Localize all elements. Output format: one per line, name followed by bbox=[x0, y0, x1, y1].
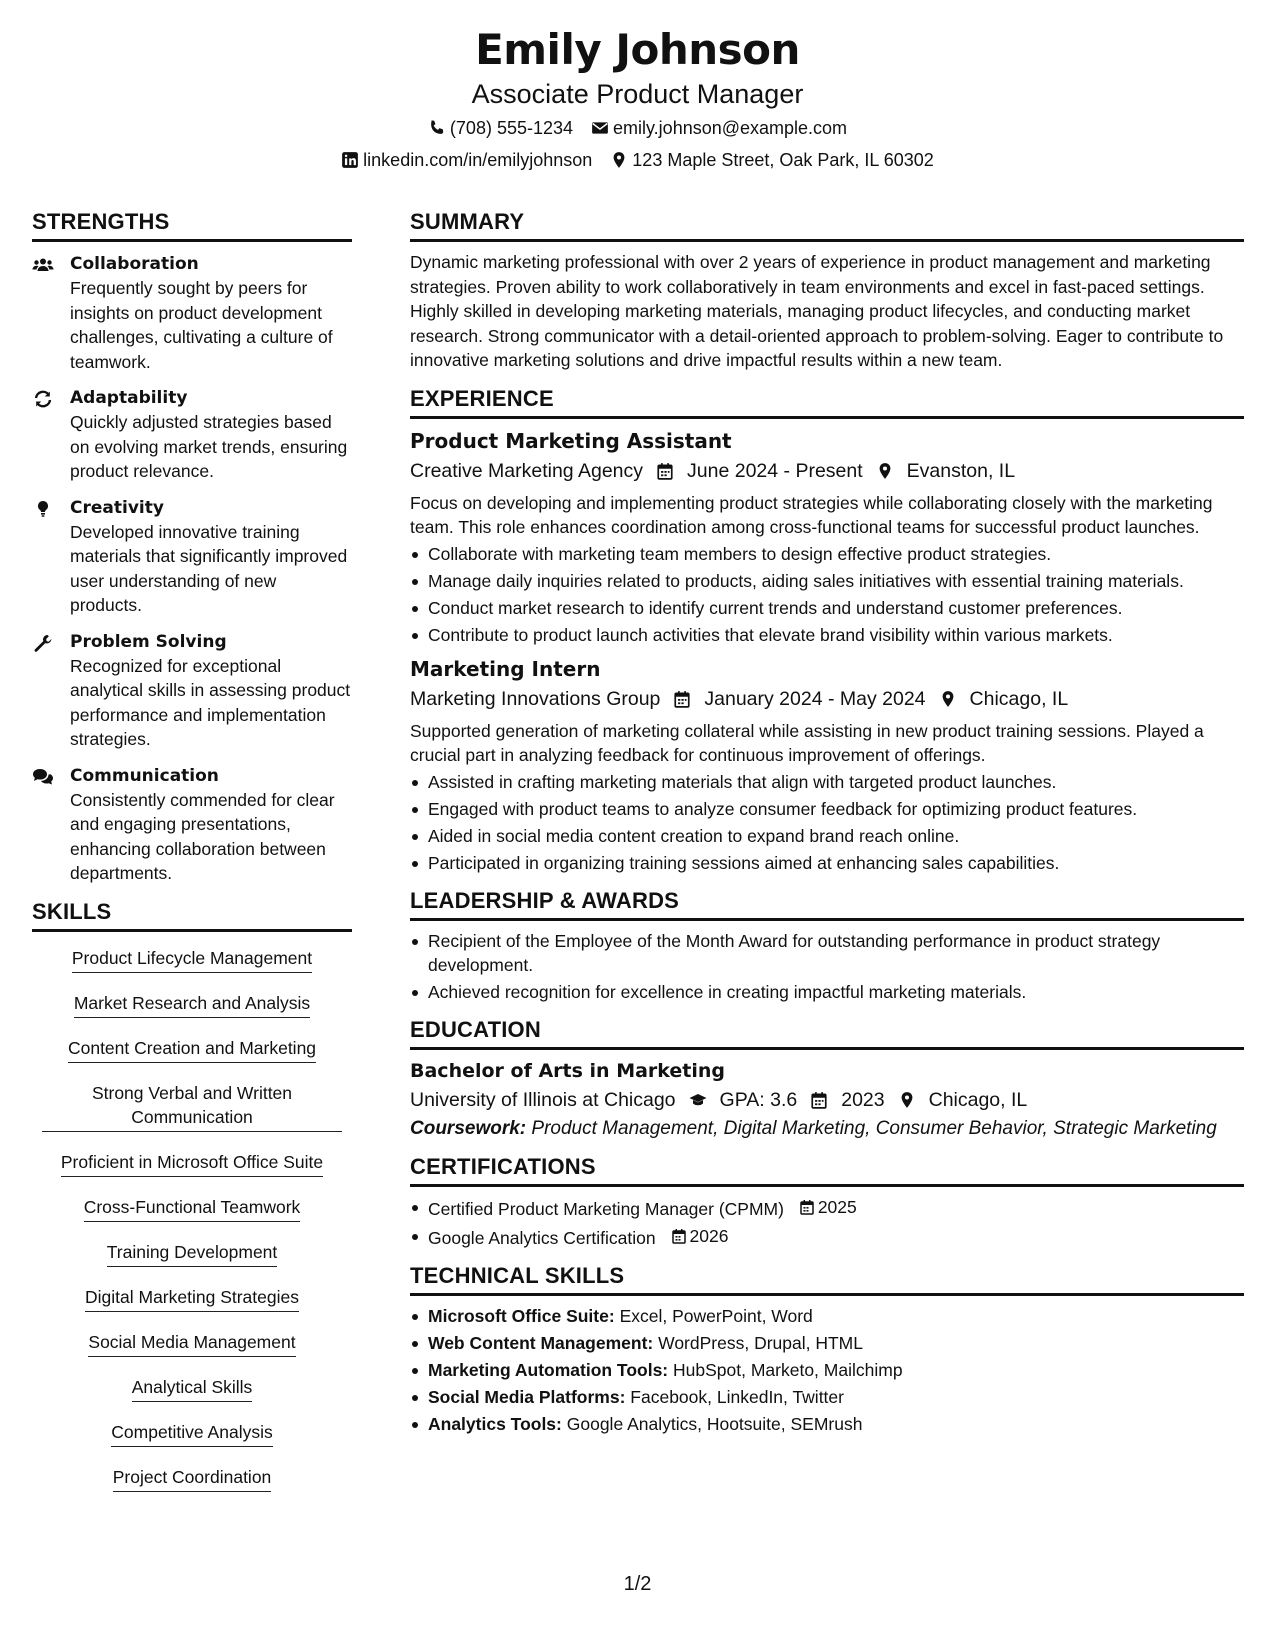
gpa-text: GPA: 3.6 bbox=[719, 1088, 798, 1111]
contact-row-1 bbox=[0, 114, 1275, 142]
job-location: Evanston, IL bbox=[906, 459, 1016, 482]
job-meta bbox=[410, 457, 1244, 485]
leadership-heading: LEADERSHIP & AWARDS bbox=[410, 887, 1244, 921]
job-dates: January 2024 - May 2024 bbox=[704, 687, 926, 710]
skill-item: Analytical Skills bbox=[132, 1375, 253, 1402]
skill-item: Market Research and Analysis bbox=[74, 991, 310, 1018]
job-title: Product Marketing Assistant bbox=[410, 428, 732, 453]
linkedin-icon bbox=[341, 151, 359, 169]
strength-title: Creativity bbox=[70, 497, 164, 518]
job-bullets bbox=[410, 770, 1244, 875]
skill-item: Training Development bbox=[107, 1240, 278, 1267]
skill-item: Content Creation and Marketing bbox=[68, 1036, 316, 1063]
skill-item: Competitive Analysis bbox=[111, 1420, 272, 1447]
certifications-list bbox=[410, 1195, 1244, 1250]
technical-skill-value: HubSpot, Marketo, Mailchimp bbox=[673, 1359, 903, 1380]
strength-desc: Recognized for exceptional analytical skills in assessing product performance and implementation strategies. bbox=[70, 655, 351, 749]
right-column bbox=[410, 208, 1244, 1448]
bullet-item: Recipient of the Employee of the Month Award for outstanding performance in product strategy development. bbox=[410, 929, 1244, 977]
technical-skill-value: Google Analytics, Hootsuite, SEMrush bbox=[566, 1413, 863, 1434]
bullet-item: Achieved recognition for excellence in creating impactful marketing materials. bbox=[410, 980, 1244, 1004]
candidate-title: Associate Product Manager bbox=[471, 79, 804, 109]
technical-skills-heading: TECHNICAL SKILLS bbox=[410, 1262, 1244, 1296]
left-column bbox=[32, 208, 352, 1510]
summary-text: Dynamic marketing professional with over 2 years of experience in product management and marketing strategies. Proven ability to work collaboratively in team environments and excel in fast-paced settings. Highly skilled in developing marketing materials, managing product lifecycles, and conducting market research. Strong communicator with a detail-oriented approach to problem-solving. Eager to contribute to innovative marketing solutions and drive impactful results within a new team. bbox=[410, 252, 1224, 370]
job-description: Focus on developing and implementing product strategies while collaborating closely with the marketing team. This role enhances coordination among cross-functional teams for successful product launches. bbox=[410, 492, 1213, 537]
calendar-icon bbox=[809, 1090, 829, 1110]
users-icon bbox=[32, 252, 70, 374]
strength-title: Communication bbox=[70, 765, 219, 786]
coursework-text: Product Management, Digital Marketing, Consumer Behavior, Strategic Marketing bbox=[531, 1117, 1217, 1139]
bullet-item: Manage daily inquiries related to products, aiding sales initiatives with essential training materials. bbox=[410, 569, 1244, 593]
strength-title: Problem Solving bbox=[70, 631, 227, 652]
skill-item: Digital Marketing Strategies bbox=[85, 1285, 299, 1312]
page-number: 1/2 bbox=[623, 1573, 652, 1595]
job-entry bbox=[410, 655, 1244, 875]
map-marker-icon bbox=[897, 1090, 917, 1110]
leadership-section bbox=[410, 887, 1244, 1004]
job-entry bbox=[410, 427, 1244, 647]
technical-skill-label: Microsoft Office Suite: bbox=[428, 1305, 615, 1326]
skill-item: Strong Verbal and Written Communication bbox=[42, 1081, 342, 1132]
envelope-icon bbox=[591, 119, 609, 137]
calendar-icon bbox=[799, 1199, 815, 1215]
job-description: Supported generation of marketing collateral while assisting in new product training sessions. Played a crucial part in analyzing feedback for continuous improvement of offerings. bbox=[410, 720, 1204, 765]
phone-text[interactable]: (708) 555-1234 bbox=[449, 118, 574, 138]
experience-section bbox=[410, 385, 1244, 875]
strength-desc: Quickly adjusted strategies based on evolving market trends, ensuring product relevance. bbox=[70, 412, 348, 481]
bullet-item: Aided in social media content creation to expand brand reach online. bbox=[410, 824, 1244, 848]
linkedin-text[interactable]: linkedin.com/in/emilyjohnson bbox=[363, 150, 593, 170]
job-bullets bbox=[410, 542, 1244, 647]
email-text[interactable]: emily.johnson@example.com bbox=[613, 118, 848, 138]
address-text: 123 Maple Street, Oak Park, IL 60302 bbox=[632, 150, 934, 170]
skill-item: Product Lifecycle Management bbox=[72, 946, 312, 973]
calendar-icon bbox=[671, 1228, 687, 1244]
school-name: University of Illinois at Chicago bbox=[410, 1088, 676, 1111]
certifications-section bbox=[410, 1153, 1244, 1250]
summary-section bbox=[410, 208, 1244, 373]
education-location: Chicago, IL bbox=[928, 1088, 1028, 1111]
bullet-item: Engaged with product teams to analyze consumer feedback for optimizing product features. bbox=[410, 797, 1244, 821]
education-meta bbox=[410, 1086, 1244, 1114]
email-item bbox=[591, 114, 847, 142]
job-title: Marketing Intern bbox=[410, 656, 601, 681]
resume-header bbox=[0, 22, 1275, 174]
technical-skill-item bbox=[410, 1331, 1244, 1355]
summary-heading: SUMMARY bbox=[410, 208, 1244, 242]
skill-item: Social Media Management bbox=[88, 1330, 295, 1357]
education-heading: EDUCATION bbox=[410, 1016, 1244, 1050]
job-meta bbox=[410, 685, 1244, 713]
strength-title: Collaboration bbox=[70, 254, 199, 274]
bullet-item: Conduct market research to identify current trends and understand customer preferences. bbox=[410, 596, 1244, 620]
strength-desc: Developed innovative training materials that significantly improved user understanding of new products. bbox=[70, 521, 348, 615]
graduation-year: 2023 bbox=[841, 1088, 885, 1111]
technical-skill-label: Social Media Platforms: bbox=[428, 1386, 626, 1407]
lightbulb-icon bbox=[32, 496, 70, 618]
wrench-icon bbox=[32, 630, 70, 752]
strength-item bbox=[32, 252, 352, 374]
technical-skill-item bbox=[410, 1385, 1244, 1409]
degree-title: Bachelor of Arts in Marketing bbox=[410, 1059, 726, 1082]
technical-skill-label: Marketing Automation Tools: bbox=[428, 1359, 669, 1380]
coursework-label: Coursework: bbox=[410, 1117, 527, 1139]
technical-skill-item bbox=[410, 1412, 1244, 1436]
certification-name: Google Analytics Certification bbox=[428, 1227, 656, 1248]
certification-item bbox=[410, 1195, 1244, 1221]
strength-title: Adaptability bbox=[70, 388, 188, 408]
bullet-item: Participated in organizing training sessions aimed at enhancing sales capabilities. bbox=[410, 851, 1244, 875]
skills-list bbox=[32, 946, 352, 1510]
linkedin-item bbox=[341, 146, 592, 174]
strengths-list bbox=[32, 252, 352, 886]
technical-skill-item bbox=[410, 1304, 1244, 1328]
certification-year: 2025 bbox=[817, 1196, 857, 1217]
phone-icon bbox=[428, 119, 446, 137]
bullet-item: Contribute to product launch activities that elevate brand visibility within various markets. bbox=[410, 623, 1244, 647]
technical-skill-value: WordPress, Drupal, HTML bbox=[658, 1332, 863, 1353]
coursework bbox=[410, 1116, 1244, 1141]
skills-heading: SKILLS bbox=[32, 898, 352, 932]
leadership-bullets bbox=[410, 929, 1244, 1004]
technical-skill-label: Analytics Tools: bbox=[428, 1413, 562, 1434]
technical-skill-label: Web Content Management: bbox=[428, 1332, 654, 1353]
technical-skills-section bbox=[410, 1262, 1244, 1436]
graduation-cap-icon bbox=[688, 1090, 708, 1110]
education-section bbox=[410, 1016, 1244, 1141]
certification-date bbox=[799, 1195, 857, 1219]
calendar-icon bbox=[655, 461, 675, 481]
job-company: Creative Marketing Agency bbox=[410, 459, 644, 482]
calendar-icon bbox=[672, 689, 692, 709]
skill-item: Proficient in Microsoft Office Suite bbox=[61, 1150, 323, 1177]
technical-skills-list bbox=[410, 1304, 1244, 1436]
technical-skill-value: Excel, PowerPoint, Word bbox=[619, 1305, 813, 1326]
skill-item: Cross-Functional Teamwork bbox=[84, 1195, 301, 1222]
job-company: Marketing Innovations Group bbox=[410, 687, 661, 710]
strengths-heading: STRENGTHS bbox=[32, 208, 352, 242]
phone-item bbox=[428, 114, 573, 142]
map-marker-icon bbox=[610, 151, 628, 169]
certification-item bbox=[410, 1224, 1244, 1250]
strength-item bbox=[32, 764, 352, 886]
job-dates: June 2024 - Present bbox=[687, 459, 863, 482]
strength-item bbox=[32, 630, 352, 752]
map-marker-icon bbox=[938, 689, 958, 709]
technical-skill-item bbox=[410, 1358, 1244, 1382]
job-location: Chicago, IL bbox=[969, 687, 1069, 710]
sync-icon bbox=[32, 386, 70, 484]
strength-item bbox=[32, 496, 352, 618]
strength-desc: Consistently commended for clear and engaging presentations, enhancing collaboration between departments. bbox=[70, 789, 335, 883]
technical-skill-value: Facebook, LinkedIn, Twitter bbox=[630, 1386, 844, 1407]
certifications-heading: CERTIFICATIONS bbox=[410, 1153, 1244, 1187]
skill-item: Project Coordination bbox=[113, 1465, 272, 1492]
strength-item bbox=[32, 386, 352, 484]
comments-icon bbox=[32, 764, 70, 886]
contact-row-2 bbox=[0, 146, 1275, 174]
address-item bbox=[610, 146, 934, 174]
bullet-item: Collaborate with marketing team members to design effective product strategies. bbox=[410, 542, 1244, 566]
certification-date bbox=[671, 1224, 729, 1248]
certification-year: 2026 bbox=[689, 1225, 729, 1246]
certification-name: Certified Product Marketing Manager (CPMM) bbox=[428, 1198, 784, 1219]
strength-desc: Frequently sought by peers for insights on product development challenges, cultivating a culture of teamwork. bbox=[70, 278, 333, 372]
experience-heading: EXPERIENCE bbox=[410, 385, 1244, 419]
bullet-item: Assisted in crafting marketing materials that align with targeted product launches. bbox=[410, 770, 1244, 794]
map-marker-icon bbox=[875, 461, 895, 481]
candidate-name: Emily Johnson bbox=[475, 25, 800, 74]
